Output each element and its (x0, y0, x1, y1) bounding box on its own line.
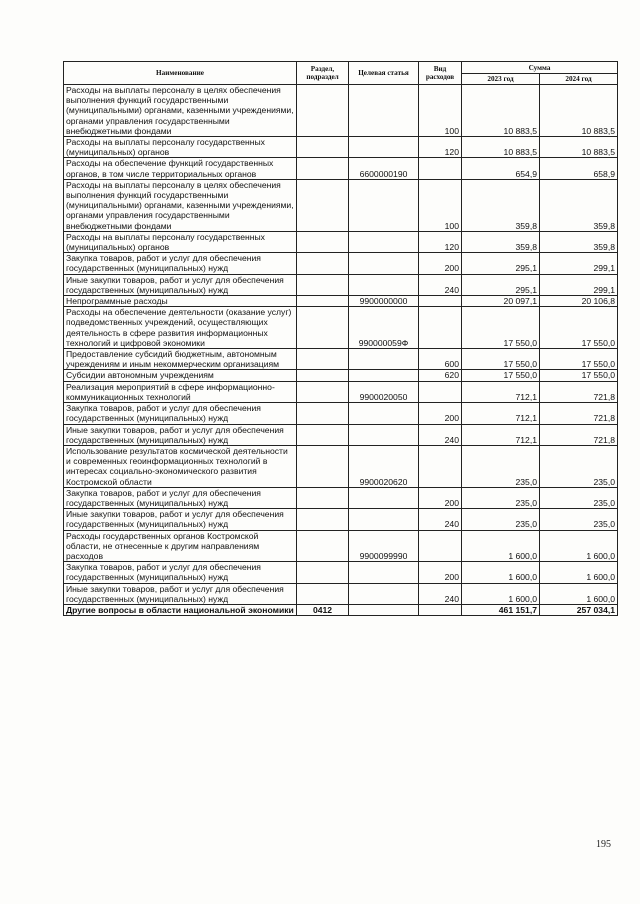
cell-article (349, 424, 419, 445)
cell-2024: 17 550,0 (540, 349, 618, 370)
cell-name: Реализация мероприятий в сфере информационно-коммуникационных технологий (64, 381, 297, 402)
cell-article: 990000059Ф (349, 307, 419, 349)
cell-2024: 235,0 (540, 487, 618, 508)
table-row (64, 445, 618, 487)
cell-2023: 712,1 (462, 381, 540, 402)
cell-name: Расходы государственных органов Костромской области, не отнесенные к другим направлениям расходов (64, 530, 297, 562)
cell-2023: 654,9 (462, 158, 540, 179)
cell-article (349, 403, 419, 424)
cell-2023: 17 550,0 (462, 370, 540, 381)
cell-type: 120 (419, 137, 462, 158)
cell-2023: 712,1 (462, 424, 540, 445)
cell-article: 9900099990 (349, 530, 419, 562)
cell-type: 200 (419, 253, 462, 274)
cell-name: Закупка товаров, работ и услуг для обеспечения государственных (муниципальных) нужд (64, 487, 297, 508)
cell-type (419, 307, 462, 349)
cell-section (297, 562, 349, 583)
cell-name: Другие вопросы в области национальной экономики (64, 604, 297, 615)
cell-section (297, 445, 349, 487)
table-header (64, 62, 618, 85)
cell-article (349, 604, 419, 615)
cell-name: Закупка товаров, работ и услуг для обеспечения государственных (муниципальных) нужд (64, 253, 297, 274)
cell-name: Расходы на выплаты персоналу государственных (муниципальных) органов (64, 231, 297, 252)
cell-article (349, 274, 419, 295)
cell-type: 200 (419, 403, 462, 424)
cell-2023: 235,0 (462, 487, 540, 508)
cell-section (297, 530, 349, 562)
cell-2023: 1 600,0 (462, 530, 540, 562)
column-header-name: Наименование (64, 62, 297, 85)
cell-section (297, 253, 349, 274)
cell-article (349, 509, 419, 530)
table-row (64, 253, 618, 274)
cell-article (349, 487, 419, 508)
table-row (64, 381, 618, 402)
cell-type: 200 (419, 562, 462, 583)
table-row (64, 424, 618, 445)
cell-name: Закупка товаров, работ и услуг для обеспечения государственных (муниципальных) нужд (64, 562, 297, 583)
cell-2023: 17 550,0 (462, 349, 540, 370)
cell-section (297, 424, 349, 445)
page-number: 195 (596, 839, 611, 850)
cell-section (297, 231, 349, 252)
cell-2023: 1 600,0 (462, 583, 540, 604)
cell-article: 9900020050 (349, 381, 419, 402)
table-row (64, 274, 618, 295)
cell-type (419, 445, 462, 487)
cell-section (297, 370, 349, 381)
table-row (64, 562, 618, 583)
cell-name: Субсидии автономным учреждениям (64, 370, 297, 381)
cell-section (297, 583, 349, 604)
cell-2023: 235,0 (462, 445, 540, 487)
table-row (64, 137, 618, 158)
table-row (64, 509, 618, 530)
cell-2024: 721,8 (540, 424, 618, 445)
column-header-type: Вид расходов (419, 62, 462, 85)
table-row (64, 370, 618, 381)
cell-2024: 17 550,0 (540, 307, 618, 349)
cell-2024: 10 883,5 (540, 137, 618, 158)
cell-2024: 17 550,0 (540, 370, 618, 381)
cell-section (297, 403, 349, 424)
table-row (64, 231, 618, 252)
cell-2023: 295,1 (462, 253, 540, 274)
table-row (64, 487, 618, 508)
cell-type (419, 296, 462, 307)
cell-2024: 299,1 (540, 253, 618, 274)
cell-section (297, 179, 349, 231)
cell-section (297, 487, 349, 508)
cell-2024: 658,9 (540, 158, 618, 179)
cell-2023: 10 883,5 (462, 85, 540, 137)
cell-2024: 20 106,8 (540, 296, 618, 307)
cell-section (297, 381, 349, 402)
cell-type: 600 (419, 349, 462, 370)
cell-2024: 235,0 (540, 445, 618, 487)
cell-2024: 1 600,0 (540, 583, 618, 604)
cell-name: Расходы на обеспечение деятельности (оказание услуг) подведомственных учреждений, осуществляющих деятельность в сфере развития информационных технологий и цифровой экономики (64, 307, 297, 349)
cell-type (419, 158, 462, 179)
cell-article (349, 562, 419, 583)
cell-2023: 1 600,0 (462, 562, 540, 583)
cell-2023: 20 097,1 (462, 296, 540, 307)
cell-2024: 721,8 (540, 403, 618, 424)
cell-type (419, 530, 462, 562)
cell-name: Иные закупки товаров, работ и услуг для обеспечения государственных (муниципальных) нужд (64, 583, 297, 604)
cell-section (297, 85, 349, 137)
cell-name: Расходы на обеспечение функций государственных органов, в том числе территориальных органов (64, 158, 297, 179)
cell-article (349, 137, 419, 158)
cell-type: 100 (419, 179, 462, 231)
cell-name: Расходы на выплаты персоналу в целях обеспечения выполнения функций государственными (муниципальными) органами, казенными учреждениями, органами управления государственными внебюджетными фондами (64, 85, 297, 137)
cell-type (419, 604, 462, 615)
cell-type: 240 (419, 424, 462, 445)
table-row (64, 179, 618, 231)
column-header-2024: 2024 год (540, 74, 618, 85)
table-row (64, 583, 618, 604)
column-header-article: Целевая статья (349, 62, 419, 85)
cell-2023: 712,1 (462, 403, 540, 424)
cell-2023: 359,8 (462, 179, 540, 231)
cell-type (419, 381, 462, 402)
cell-2023: 359,8 (462, 231, 540, 252)
cell-type: 240 (419, 583, 462, 604)
cell-2024: 721,8 (540, 381, 618, 402)
cell-article (349, 349, 419, 370)
cell-name: Иные закупки товаров, работ и услуг для обеспечения государственных (муниципальных) нужд (64, 424, 297, 445)
cell-2024: 299,1 (540, 274, 618, 295)
cell-2024: 10 883,5 (540, 85, 618, 137)
cell-article (349, 253, 419, 274)
cell-type: 240 (419, 274, 462, 295)
cell-article (349, 583, 419, 604)
budget-table (63, 61, 618, 616)
cell-article: 9900020620 (349, 445, 419, 487)
cell-name: Закупка товаров, работ и услуг для обеспечения государственных (муниципальных) нужд (64, 403, 297, 424)
cell-name: Иные закупки товаров, работ и услуг для обеспечения государственных (муниципальных) нужд (64, 274, 297, 295)
cell-2023: 461 151,7 (462, 604, 540, 615)
column-header-2023: 2023 год (462, 74, 540, 85)
cell-name: Иные закупки товаров, работ и услуг для обеспечения государственных (муниципальных) нужд (64, 509, 297, 530)
table-row (64, 296, 618, 307)
table-row (64, 349, 618, 370)
cell-2024: 359,8 (540, 179, 618, 231)
cell-2024: 1 600,0 (540, 562, 618, 583)
cell-article: 9900000000 (349, 296, 419, 307)
cell-2023: 10 883,5 (462, 137, 540, 158)
cell-name: Непрограммные расходы (64, 296, 297, 307)
cell-name: Использование результатов космической деятельности и современных геоинформационных технологий в интересах социально-экономического развития Костромской области (64, 445, 297, 487)
cell-2024: 359,8 (540, 231, 618, 252)
cell-article: 6600000190 (349, 158, 419, 179)
cell-article (349, 85, 419, 137)
table-row (64, 307, 618, 349)
cell-article (349, 179, 419, 231)
column-header-section: Раздел, подраздел (297, 62, 349, 85)
cell-section (297, 307, 349, 349)
cell-name: Расходы на выплаты персоналу в целях обеспечения выполнения функций государственными (муниципальными) органами, казенными учреждениями, органами управления государственными внебюджетными фондами (64, 179, 297, 231)
cell-type: 100 (419, 85, 462, 137)
cell-name: Расходы на выплаты персоналу государственных (муниципальных) органов (64, 137, 297, 158)
cell-name: Предоставление субсидий бюджетным, автономным учреждениям и иным некоммерческим организациям (64, 349, 297, 370)
table-row (64, 530, 618, 562)
cell-type: 240 (419, 509, 462, 530)
cell-section (297, 349, 349, 370)
table-row (64, 403, 618, 424)
table-row (64, 85, 618, 137)
cell-section (297, 137, 349, 158)
cell-2024: 235,0 (540, 509, 618, 530)
column-header-sum: Сумма (462, 62, 618, 74)
table-row (64, 158, 618, 179)
cell-article (349, 231, 419, 252)
table-body (64, 85, 618, 616)
cell-section: 0412 (297, 604, 349, 615)
cell-section (297, 274, 349, 295)
cell-section (297, 158, 349, 179)
cell-type: 620 (419, 370, 462, 381)
cell-2024: 257 034,1 (540, 604, 618, 615)
cell-article (349, 370, 419, 381)
cell-type: 120 (419, 231, 462, 252)
cell-type: 200 (419, 487, 462, 508)
cell-section (297, 296, 349, 307)
cell-2023: 295,1 (462, 274, 540, 295)
table-row (64, 604, 618, 615)
cell-section (297, 509, 349, 530)
cell-2024: 1 600,0 (540, 530, 618, 562)
cell-2023: 17 550,0 (462, 307, 540, 349)
cell-2023: 235,0 (462, 509, 540, 530)
